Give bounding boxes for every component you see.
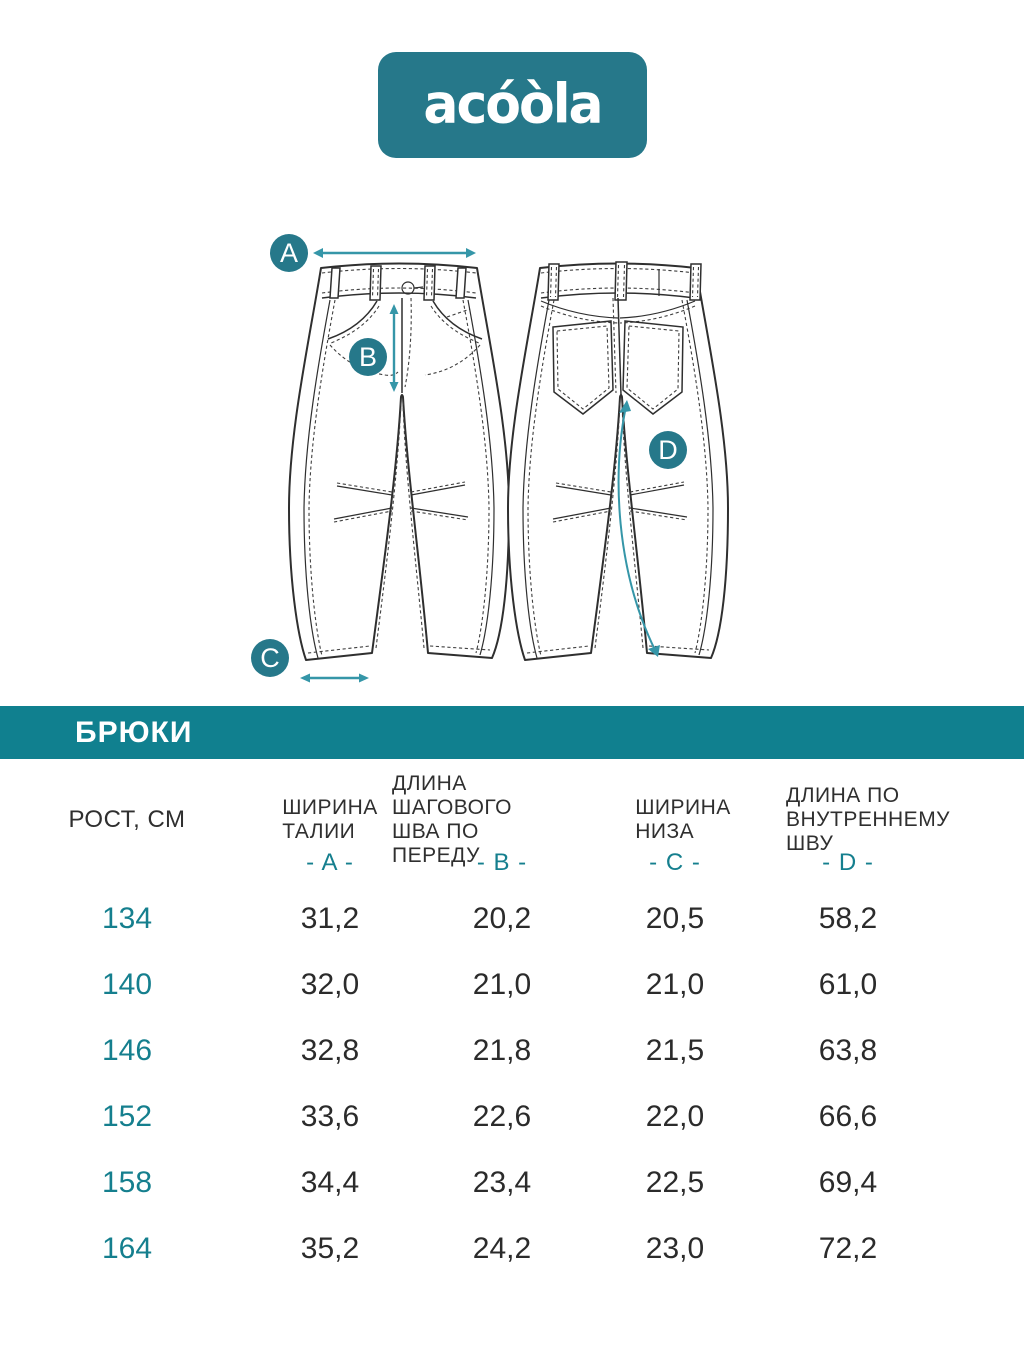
value-b: 20,2 [472, 902, 532, 935]
marker-b-label: B [358, 342, 378, 372]
back-silhouette [508, 264, 728, 661]
value-a: 32,8 [300, 1034, 360, 1067]
measure-arrow-c [300, 674, 369, 683]
table-row-152 [47, 1084, 928, 1150]
height-value: 152 [101, 1100, 153, 1133]
marker-a-label: A [279, 238, 299, 268]
value-c: 21,5 [645, 1034, 705, 1067]
value-d: 72,2 [818, 1232, 878, 1265]
marker-a-badge [270, 234, 308, 272]
value-b: 22,6 [472, 1100, 532, 1133]
table-row-158 [47, 1150, 928, 1216]
height-value: 164 [101, 1232, 153, 1265]
value-b: 24,2 [472, 1232, 532, 1265]
value-c: 20,5 [645, 902, 705, 935]
section-title-bar [0, 706, 1024, 759]
value-b: 23,4 [472, 1166, 532, 1199]
marker-d-label: D [658, 435, 678, 465]
brand-logo-text: acóòla [423, 73, 602, 137]
value-c: 23,0 [645, 1232, 705, 1265]
marker-d-badge [649, 431, 687, 469]
value-d: 63,8 [818, 1034, 878, 1067]
trousers-back-view [508, 262, 728, 660]
value-a: 34,4 [300, 1166, 360, 1199]
height-value: 146 [101, 1034, 153, 1067]
marker-c-badge [251, 639, 289, 677]
value-a: 33,6 [300, 1100, 360, 1133]
value-b: 21,0 [472, 968, 532, 1001]
column-letter-a: - A - [306, 849, 354, 876]
size-table [47, 772, 951, 1282]
front-silhouette [289, 264, 509, 661]
col-header-a: ШИРИНА ТАЛИИ [282, 796, 378, 843]
value-c: 22,5 [645, 1166, 705, 1199]
trousers-front-view [289, 264, 509, 661]
table-row-164 [47, 1216, 928, 1282]
table-row-134 [47, 886, 928, 952]
col-header-height: РОСТ, СМ [68, 806, 186, 833]
value-a: 31,2 [300, 902, 360, 935]
section-title: БРЮКИ [75, 715, 193, 749]
height-value: 158 [101, 1166, 153, 1199]
value-c: 21,0 [645, 968, 705, 1001]
col-header-b: ДЛИНА ШАГОВОГО ШВА ПО ПЕРЕДУ [392, 772, 512, 867]
table-header-row [47, 772, 951, 867]
marker-b-badge [349, 338, 387, 376]
column-letter-b: - B - [476, 849, 528, 876]
value-d: 58,2 [818, 902, 878, 935]
col-header-d: ДЛИНА ПО ВНУТРЕННЕМУ ШВУ [786, 784, 951, 855]
value-d: 66,6 [818, 1100, 878, 1133]
column-letter-c: - C - [649, 849, 701, 876]
value-d: 69,4 [818, 1166, 878, 1199]
marker-c-label: C [260, 643, 280, 673]
value-d: 61,0 [818, 968, 878, 1001]
value-b: 21,8 [472, 1034, 532, 1067]
value-c: 22,0 [645, 1100, 705, 1133]
value-a: 32,0 [300, 968, 360, 1001]
value-a: 35,2 [300, 1232, 360, 1265]
measure-arrow-a [313, 248, 476, 258]
column-letter-d: - D - [822, 849, 874, 876]
height-value: 134 [101, 902, 153, 935]
height-value: 140 [101, 968, 153, 1001]
table-row-140 [47, 952, 928, 1018]
table-row-146 [47, 1018, 928, 1084]
col-header-c: ШИРИНА НИЗА [635, 796, 731, 843]
